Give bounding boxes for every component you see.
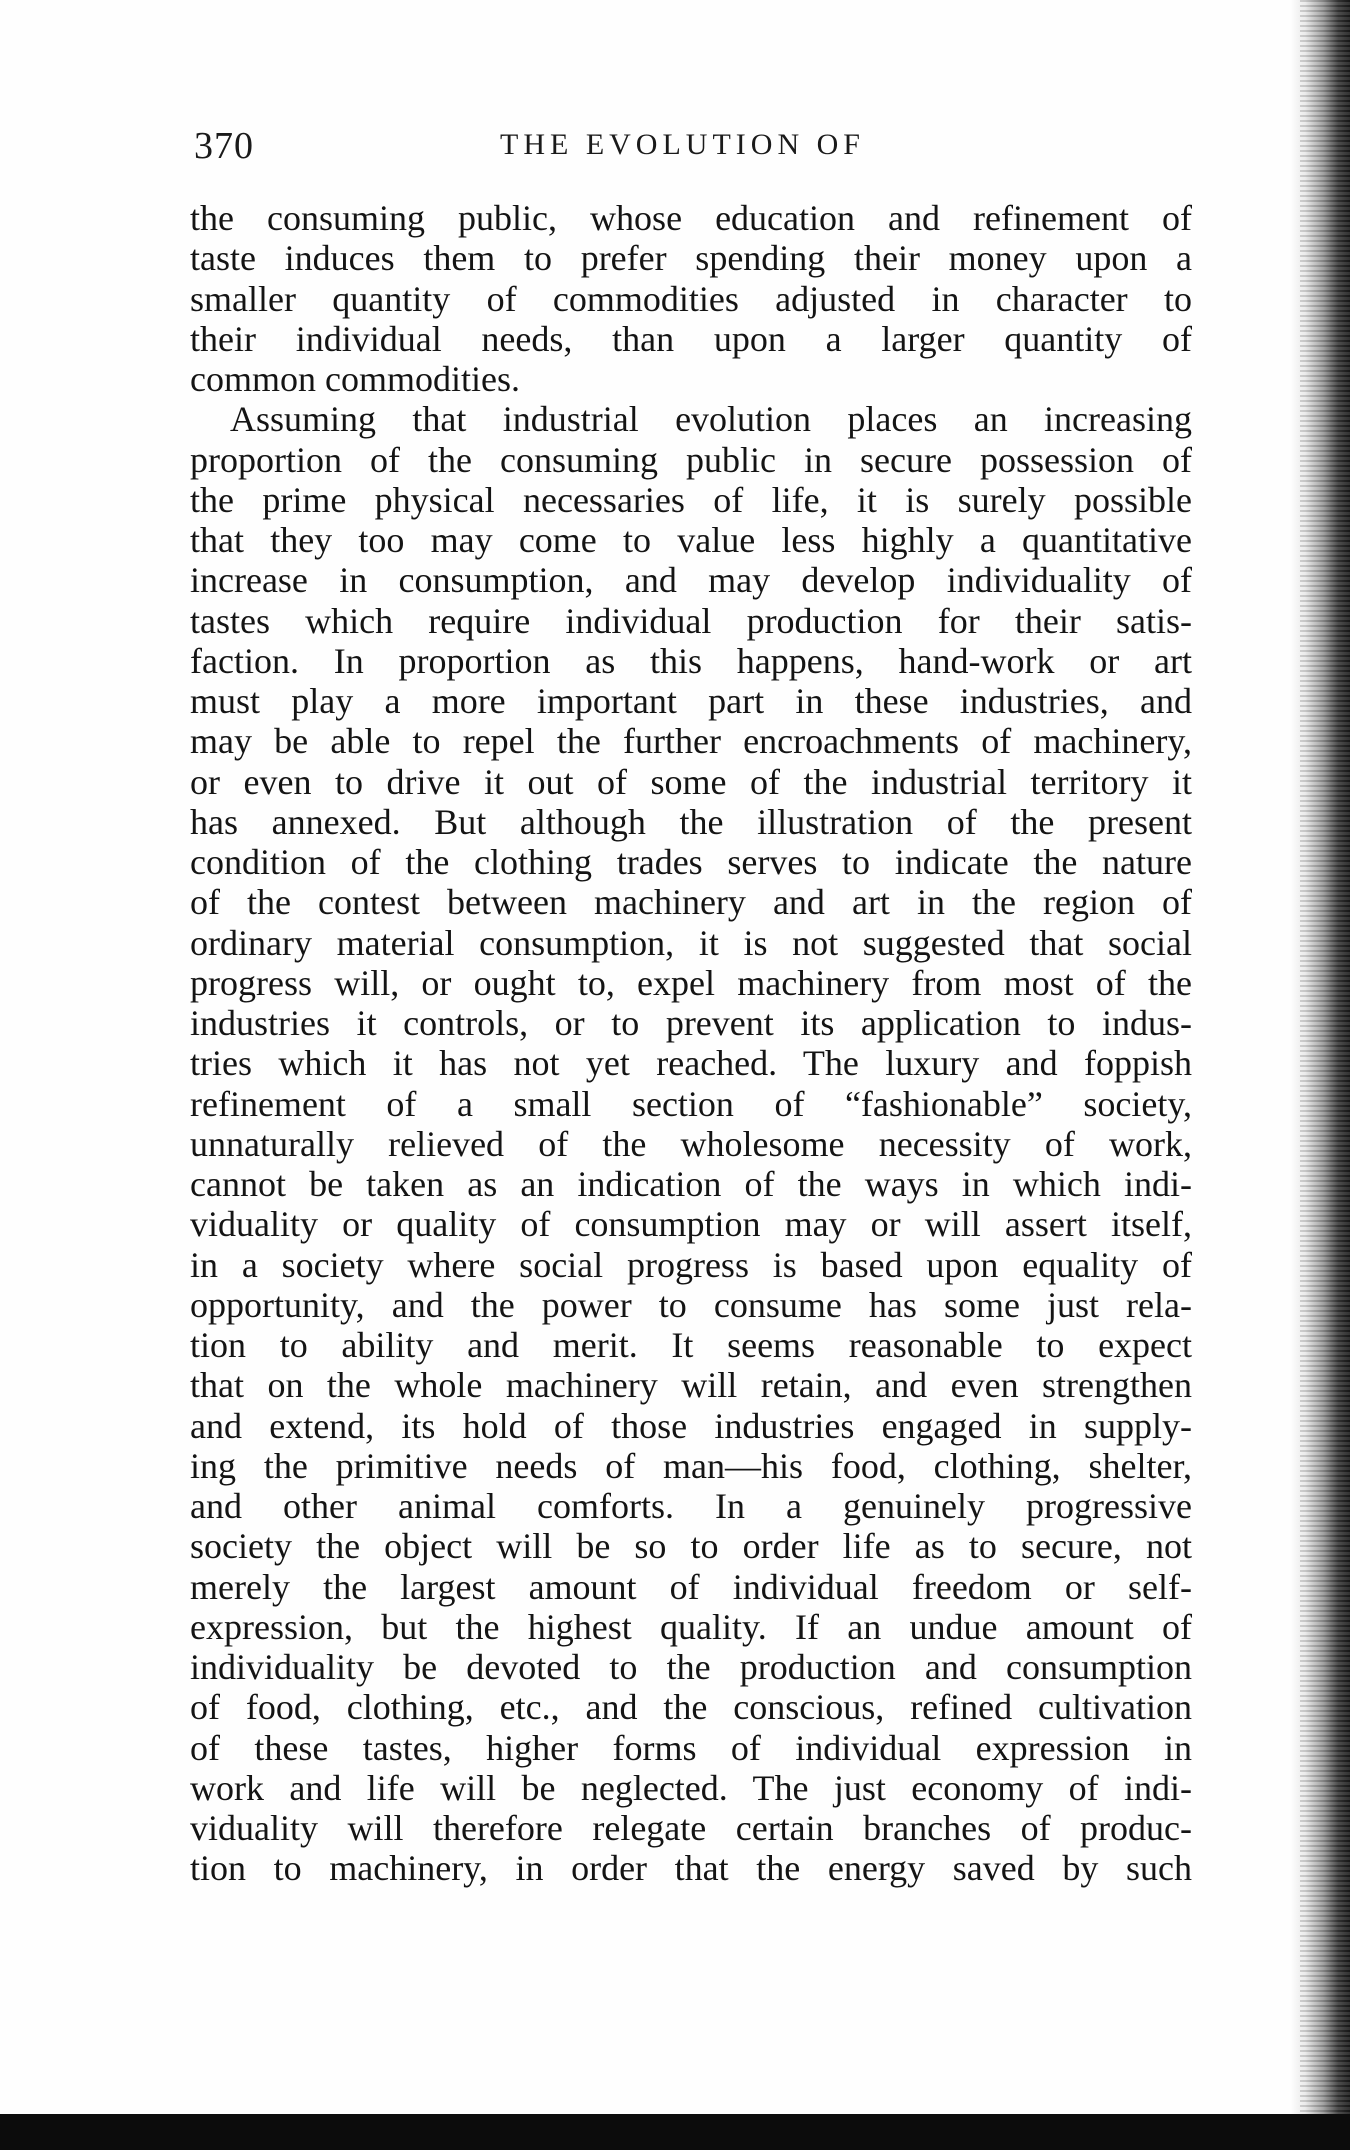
text-line: refinement of a small section of “fashionable” society, [190, 1083, 1192, 1124]
text-line: that they too may come to value less highly a quantitative [190, 520, 1192, 560]
text-line: smaller quantity of commodities adjusted in character to [190, 278, 1192, 319]
text-line: common commodities. [190, 359, 520, 399]
text-line: ordinary material consumption, it is not suggested that social [190, 922, 1192, 963]
page-header [190, 124, 1190, 174]
text-line: taste induces them to prefer spending their money upon a [190, 238, 1192, 279]
page-number: 370 [194, 125, 254, 167]
text-line: may be able to repel the further encroachments of machinery, [190, 721, 1192, 762]
text-line: tion to machinery, in order that the energy saved by such [190, 1848, 1192, 1889]
text-line: cannot be taken as an indication of the ways in which indi- [190, 1164, 1192, 1204]
text-line: the prime physical necessaries of life, it is surely possible [190, 479, 1192, 520]
text-line: expression, but the highest quality. If an undue amount of [190, 1606, 1192, 1647]
text-line: and extend, its hold of those industries engaged in supply- [190, 1405, 1192, 1446]
text-line: tastes which require individual production for their satis- [190, 600, 1192, 641]
text-line: industries it controls, or to prevent its application to indus- [190, 1003, 1192, 1043]
text-line: viduality or quality of consumption may or will assert itself, [190, 1204, 1192, 1245]
text-line: ing the primitive needs of man—his food, clothing, shelter, [190, 1445, 1192, 1486]
text-line: work and life will be neglected. The just economy of indi- [190, 1767, 1192, 1808]
text-line: viduality will therefore relegate certain branches of produc- [190, 1808, 1192, 1848]
scan-bottom-border [0, 2114, 1350, 2150]
text-line: unnaturally relieved of the wholesome necessity of work, [190, 1123, 1192, 1164]
text-line: society the object will be so to order life as to secure, not [190, 1526, 1192, 1567]
text-line: must play a more important part in these industries, and [190, 681, 1192, 721]
text-line: their individual needs, than upon a larger quantity of [190, 318, 1192, 359]
text-line: Assuming that industrial evolution places an increasing [230, 399, 1192, 440]
text-line: or even to drive it out of some of the industrial territory it [190, 761, 1192, 802]
running-title: THE EVOLUTION OF [500, 128, 865, 161]
text-line: increase in consumption, and may develop individuality of [190, 560, 1192, 601]
text-line: and other animal comforts. In a genuinely progressive [190, 1486, 1192, 1526]
text-line: opportunity, and the power to consume has some just rela- [190, 1284, 1192, 1325]
text-line: proportion of the consuming public in secure possession of [190, 439, 1192, 480]
text-line: that on the whole machinery will retain, and even strengthen [190, 1365, 1192, 1406]
text-line: individuality be devoted to the production and consumption [190, 1647, 1192, 1687]
text-line: faction. In proportion as this happens, hand-work or art [190, 640, 1192, 681]
text-line: of the contest between machinery and art in the region of [190, 882, 1192, 923]
body-text [190, 198, 1192, 1889]
text-line: of these tastes, higher forms of individual expression in [190, 1727, 1192, 1768]
text-line: the consuming public, whose education and refinement of [190, 198, 1192, 238]
text-line: of food, clothing, etc., and the conscious, refined cultivation [190, 1687, 1192, 1728]
text-line: condition of the clothing trades serves to indicate the nature [190, 842, 1192, 882]
text-line: in a society where social progress is based upon equality of [190, 1244, 1192, 1285]
text-line: has annexed. But although the illustration of the present [190, 801, 1192, 842]
text-line: tion to ability and merit. It seems reasonable to expect [190, 1325, 1192, 1365]
text-line: progress will, or ought to, expel machinery from most of the [190, 962, 1192, 1003]
text-line: tries which it has not yet reached. The luxury and foppish [190, 1043, 1192, 1084]
page-edge-texture [1300, 0, 1350, 2150]
text-line: merely the largest amount of individual freedom or self- [190, 1566, 1192, 1607]
